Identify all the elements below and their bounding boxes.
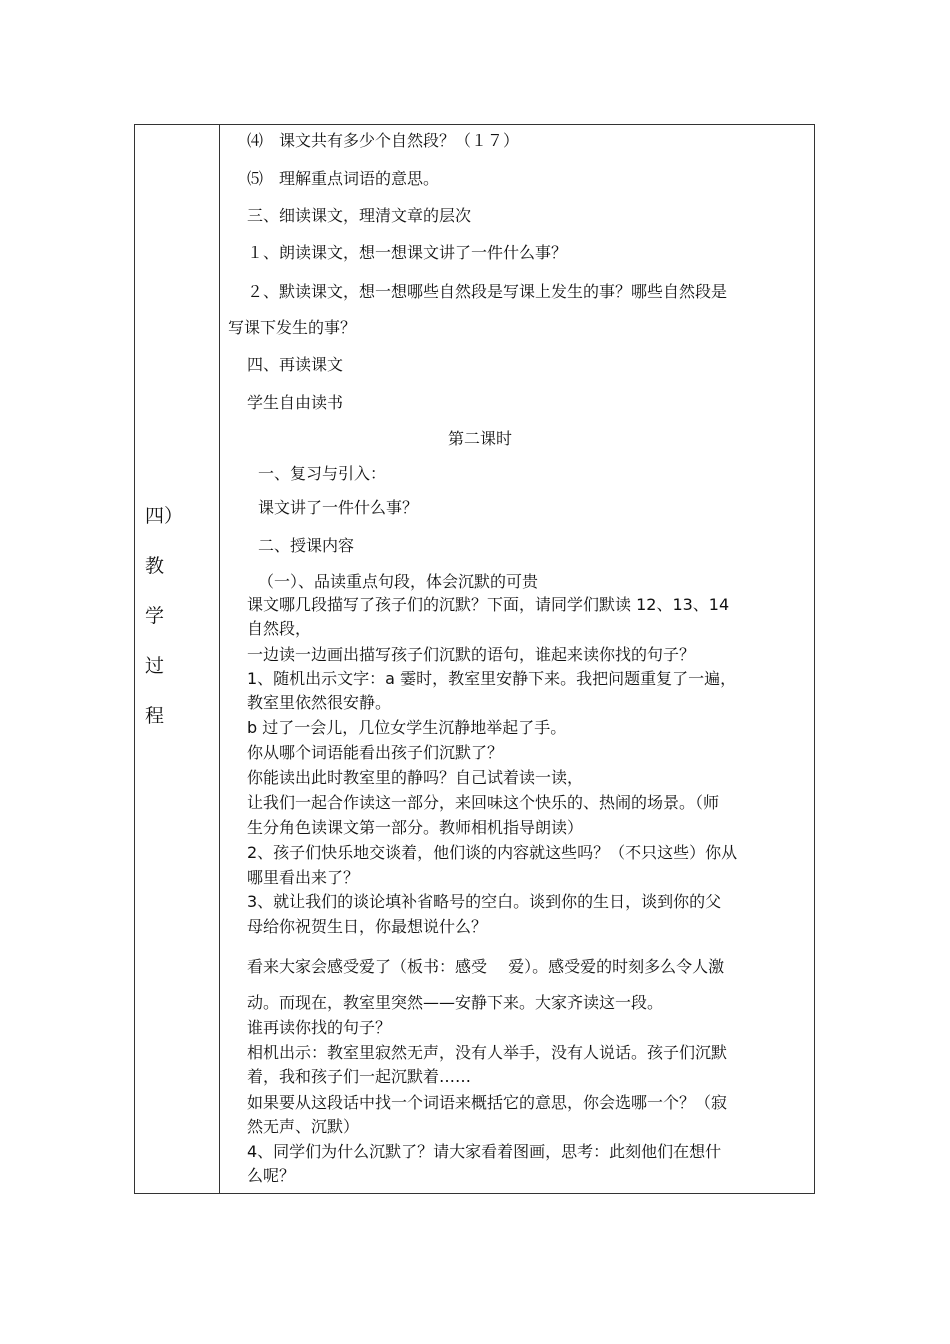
section-title: 第二课时 [448,429,513,448]
text-line: （一）、品读重点句段，体会沉默的可贵 [258,572,539,591]
text-line: 么呢？ [247,1166,296,1185]
text-line: 自然段， [247,619,312,638]
text-line: b 过了一会儿，几位女学生沉静地举起了手。 [247,718,567,737]
text-line: 学生自由读书 [247,393,344,412]
text-line: 如果要从这段话中找一个词语来概括它的意思，你会选哪一个？（寂 [247,1093,728,1112]
text-line: 着，我和孩子们一起沉默着…… [247,1067,472,1086]
text-line: 写课下发生的事？ [228,318,357,337]
text-line: 生分角色读课文第一部分。教师相机指导朗读） [247,818,584,837]
text-line: 三、细读课文，理清文章的层次 [247,206,472,225]
column-divider [219,124,220,1194]
text-line: 母给你祝贺生日，你最想说什么？ [247,917,488,936]
text-line: 让我们一起合作读这一部分，来回味这个快乐的、热闹的场景。（师 [247,793,720,812]
text-line: 二、授课内容 [258,536,355,555]
text-line: 谁再读你找的句子？ [247,1018,392,1037]
text-line: 哪里看出来了？ [247,868,360,887]
left-label-4: 过 [145,655,165,677]
text-line: 3、就让我们的谈论填补省略号的空白。谈到你的生日，谈到你的父 [247,892,722,911]
text-line: ⑷ 课文共有多少个自然段？（１７） [247,131,520,150]
text-line: 看来大家会感受爱了（板书：感受 爱）。感受爱的时刻多么令人激 [247,957,725,976]
left-label-2: 教 [145,555,165,577]
text-line: 4、同学们为什么沉默了？请大家看着图画，思考：此刻他们在想什 [247,1142,722,1161]
text-line: 相机出示：教室里寂然无声，没有人举手，没有人说话。孩子们沉默 [247,1043,728,1062]
text-line: 四、再读课文 [247,355,344,374]
text-line: 你能读出此时教室里的静吗？自己试着读一读， [247,768,584,787]
text-line: 1、随机出示文字：a 霎时，教室里安静下来。我把问题重复了一遍， [247,669,737,688]
text-line: 你从哪个词语能看出孩子们沉默了？ [247,743,504,762]
text-line: 2、孩子们快乐地交谈着，他们谈的内容就这些吗？（不只这些）你从 [247,843,738,862]
text-line: 课文哪几段描写了孩子们的沉默？下面，请同学们默读 12、13、14 [247,595,730,614]
left-label-3: 学 [145,605,165,627]
left-label-1: 四） [145,505,184,527]
text-line: 然无声、沉默） [247,1117,360,1136]
text-line: 教室里依然很安静。 [247,693,392,712]
text-line: 动。而现在，教室里突然——安静下来。大家齐读这一段。 [247,993,664,1012]
text-line: 课文讲了一件什么事？ [258,498,419,517]
text-line: 一、复习与引入： [258,464,387,483]
text-line: ⑸ 理解重点词语的意思。 [247,169,440,188]
left-label-5: 程 [145,705,165,727]
text-line: 一边读一边画出描写孩子们沉默的语句，谁起来读你找的句子？ [247,645,696,664]
text-line: ２、默读课文，想一想哪些自然段是写课上发生的事？哪些自然段是 [247,282,728,301]
text-line: １、朗读课文，想一想课文讲了一件什么事？ [247,243,568,262]
